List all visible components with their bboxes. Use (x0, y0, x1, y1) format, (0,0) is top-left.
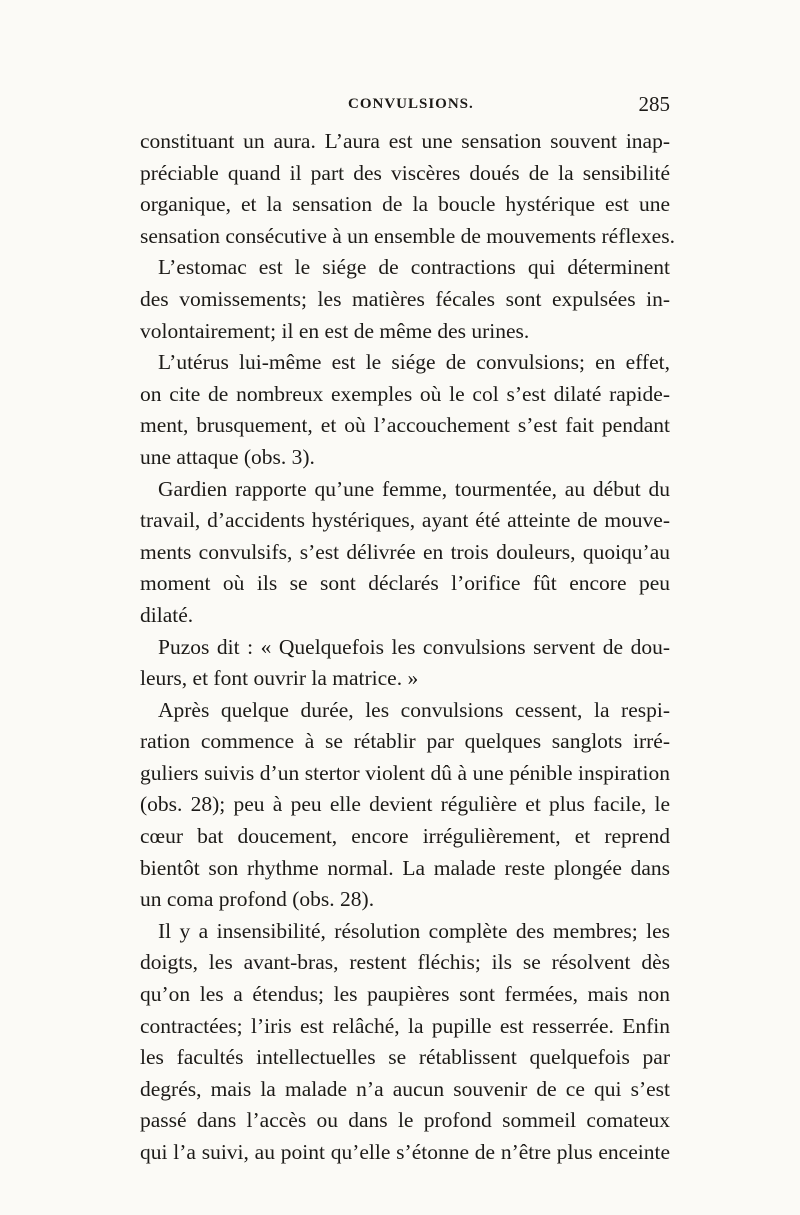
text-line: Gardien rapporte qu’une femme, tourmentée, au début du (158, 476, 670, 501)
text-line: Puzos dit : « Quelquefois les convulsions servent de dou- (158, 634, 670, 659)
text-line: ments convulsifs, s’est délivrée en trois douleurs, quoiqu’au (140, 539, 670, 564)
text-line: doigts, les avant-bras, restent fléchis; ils se résolvent dès (140, 950, 670, 975)
book-page (140, 92, 675, 1169)
text-line: ment, brusquement, et où l’accouchement s’est fait pendant (140, 413, 670, 438)
text-line: préciable quand il part des viscères doués de la sensibilité (140, 160, 670, 185)
running-title: CONVULSIONS. (348, 96, 474, 112)
text-line: L’utérus lui-même est le siége de convulsions; en effet, (158, 350, 670, 375)
text-line: un coma profond (obs. 28). (140, 887, 375, 912)
page-number: 285 (638, 92, 670, 116)
text-line: volontairement; il en est de même des urines. (140, 318, 530, 343)
text-line: qui l’a suivi, au point qu’elle s’étonne de n’être plus enceinte (140, 1140, 670, 1164)
text-line: moment où ils se sont déclarés l’orifice fût encore peu (140, 571, 670, 596)
text-line: organique, et la sensation de la boucle hystérique est une (140, 192, 670, 217)
text-line: (obs. 28); peu à peu elle devient régulière et plus facile, le (140, 792, 670, 817)
text-line: guliers suivis d’un stertor violent dû à une pénible inspiration (140, 760, 670, 785)
text-line: travail, d’accidents hystériques, ayant été atteinte de mouve- (140, 508, 670, 533)
text-line: bientôt son rhythme normal. La malade reste plongée dans (140, 855, 670, 880)
text-line: on cite de nombreux exemples où le col s’est dilaté rapide- (140, 381, 670, 406)
text-line: cœur bat doucement, encore irrégulièrement, et reprend (140, 824, 670, 849)
text-line: les facultés intellectuelles se rétablissent quelquefois par (140, 1045, 670, 1070)
text-line: qu’on les a étendus; les paupières sont fermées, mais non (140, 982, 670, 1007)
text-line: contractées; l’iris est relâché, la pupille est resserrée. Enfin (140, 1013, 670, 1038)
text-line: ration commence à se rétablir par quelques sanglots irré- (140, 729, 670, 754)
text-line: dilaté. (140, 602, 194, 627)
text-line: degrés, mais la malade n’a aucun souvenir de ce qui s’est (140, 1076, 670, 1101)
text-line: leurs, et font ouvrir la matrice. » (140, 666, 419, 691)
text-line: sensation consécutive à un ensemble de mouvements réflexes. (140, 223, 675, 248)
text-line: passé dans l’accès ou dans le profond sommeil comateux (140, 1108, 670, 1133)
text-line: une attaque (obs. 3). (140, 444, 315, 469)
body-text (140, 126, 675, 1169)
text-line: constituant un aura. L’aura est une sensation souvent inap- (140, 129, 670, 153)
text-line: Après quelque durée, les convulsions cessent, la respi- (158, 697, 670, 722)
page-header (140, 92, 670, 126)
text-line: L’estomac est le siége de contractions qui déterminent (158, 255, 670, 280)
text-line: des vomissements; les matières fécales sont expulsées in- (140, 286, 670, 311)
text-line: Il y a insensibilité, résolution complète des membres; les (158, 918, 670, 943)
